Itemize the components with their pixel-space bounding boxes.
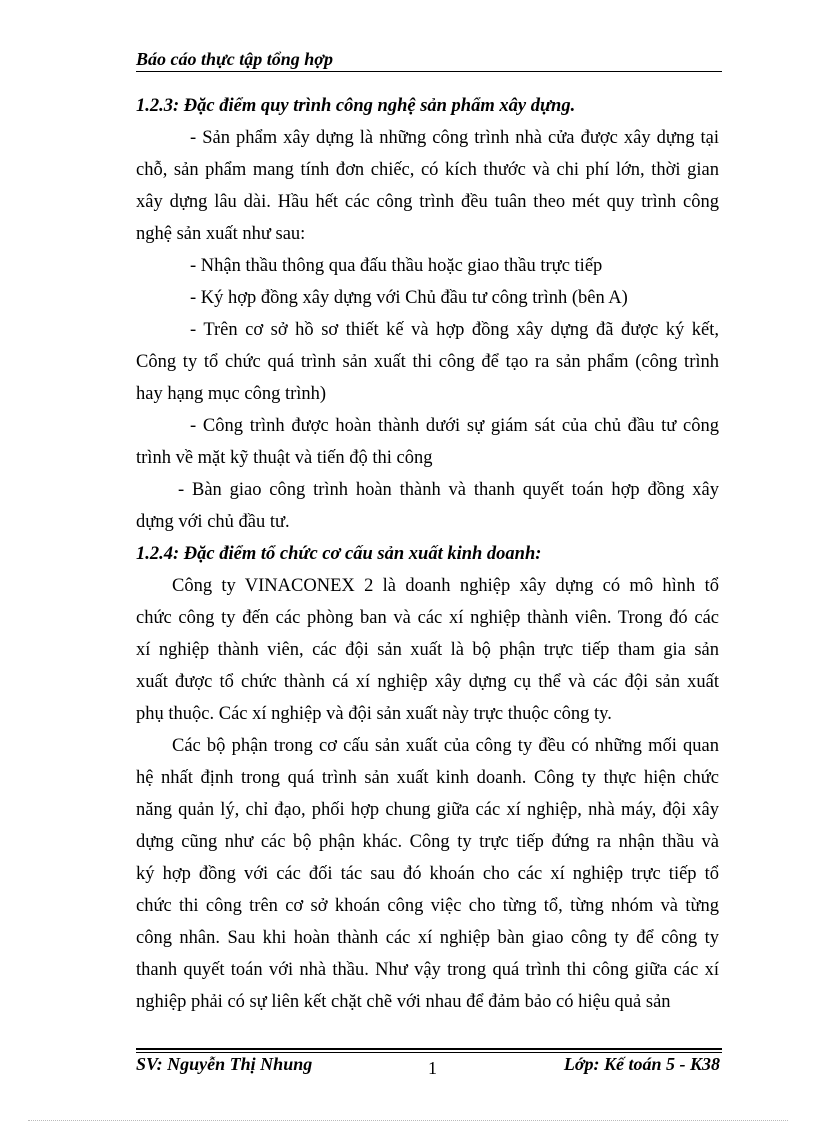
footer-rule-thick bbox=[136, 1048, 722, 1050]
page-edge-dotted bbox=[28, 1120, 788, 1121]
header-rule bbox=[136, 71, 722, 72]
document-body bbox=[136, 90, 719, 1018]
footer-class: Lớp: Kế toán 5 - K38 bbox=[563, 1054, 720, 1074]
body-line: hệ nhất định trong quá trình sản xuất kinh doanh. Công ty thực hiện chức bbox=[136, 768, 719, 788]
body-line: - Ký hợp đồng xây dựng với Chủ đầu tư công trình (bên A) bbox=[190, 288, 628, 308]
body-line: thanh quyết toán với nhà thầu. Như vậy trong quá trình thi công giữa các xí bbox=[136, 960, 719, 980]
body-line: chức thi công trên cơ sở khoán công việc cho từng tổ, từng nhóm và từng bbox=[136, 896, 719, 916]
body-line: dựng với chủ đầu tư. bbox=[136, 512, 290, 532]
body-line: hay hạng mục công trình) bbox=[136, 384, 327, 404]
page-header bbox=[136, 48, 722, 70]
footer-student-name: SV: Nguyễn Thị Nhung bbox=[136, 1054, 313, 1074]
body-line: nghiệp phải có sự liên kết chặt chẽ với nhau để đảm bảo có hiệu quả sản bbox=[136, 992, 671, 1012]
body-line: - Sản phẩm xây dựng là những công trình nhà cửa được xây dựng tại bbox=[190, 128, 719, 148]
body-line: - Trên cơ sở hồ sơ thiết kế và hợp đồng xây dựng đã được ký kết, bbox=[190, 320, 719, 340]
body-line: - Bàn giao công trình hoàn thành và thanh quyết toán hợp đồng xây bbox=[178, 480, 719, 500]
body-line: trình về mặt kỹ thuật và tiến độ thi công bbox=[136, 448, 433, 468]
body-line: công nhân. Sau khi hoàn thành các xí nghiệp bàn giao công ty để công ty bbox=[136, 928, 719, 948]
body-line: xây dựng lâu dài. Hầu hết các công trình đều tuân theo mét quy trình công bbox=[136, 192, 719, 212]
body-line: xí nghiệp thành viên, các đội sản xuất là bộ phận trực tiếp tham gia sản bbox=[136, 640, 719, 660]
footer-rule-thin bbox=[136, 1052, 722, 1053]
section-heading: 1.2.3: Đặc điểm quy trình công nghệ sản phẩm xây dựng. bbox=[136, 96, 576, 116]
body-line: Công ty tổ chức quá trình sản xuất thi công để tạo ra sản phẩm (công trình bbox=[136, 352, 719, 372]
body-line: Các bộ phận trong cơ cấu sản xuất của công ty đều có những mối quan bbox=[172, 736, 719, 756]
body-line: dựng cũng như các bộ phận khác. Công ty trực tiếp đứng ra nhận thầu và bbox=[136, 832, 719, 852]
body-line: Công ty VINACONEX 2 là doanh nghiệp xây dựng có mô hình tổ bbox=[172, 576, 719, 596]
body-line: xuất được tổ chức thành cá xí nghiệp xây dựng cụ thể và các đội sản xuất bbox=[136, 672, 719, 692]
body-line: nghệ sản xuất như sau: bbox=[136, 224, 306, 244]
body-line: năng quản lý, chỉ đạo, phối hợp chung giữa các xí nghiệp, nhà máy, đội xây bbox=[136, 800, 719, 820]
section-heading: 1.2.4: Đặc điểm tổ chức cơ cấu sản xuất kinh doanh: bbox=[136, 544, 542, 564]
body-line: - Nhận thầu thông qua đấu thầu hoặc giao thầu trực tiếp bbox=[190, 256, 603, 276]
body-line: ký hợp đồng với các đối tác sau đó khoán cho các xí nghiệp trực tiếp tổ bbox=[136, 864, 719, 884]
page-number: 1 bbox=[428, 1058, 437, 1078]
header-title: Báo cáo thực tập tổng hợp bbox=[136, 49, 333, 69]
body-line: phụ thuộc. Các xí nghiệp và đội sản xuất này trực thuộc công ty. bbox=[136, 704, 612, 724]
body-line: - Công trình được hoàn thành dưới sự giám sát của chủ đầu tư công bbox=[190, 416, 719, 436]
body-line: chỗ, sản phẩm mang tính đơn chiếc, có kích thước và chi phí lớn, thời gian bbox=[136, 160, 719, 180]
page-footer bbox=[136, 1048, 722, 1088]
body-line: chức công ty đến các phòng ban và các xí nghiệp thành viên. Trong đó các bbox=[136, 608, 719, 628]
